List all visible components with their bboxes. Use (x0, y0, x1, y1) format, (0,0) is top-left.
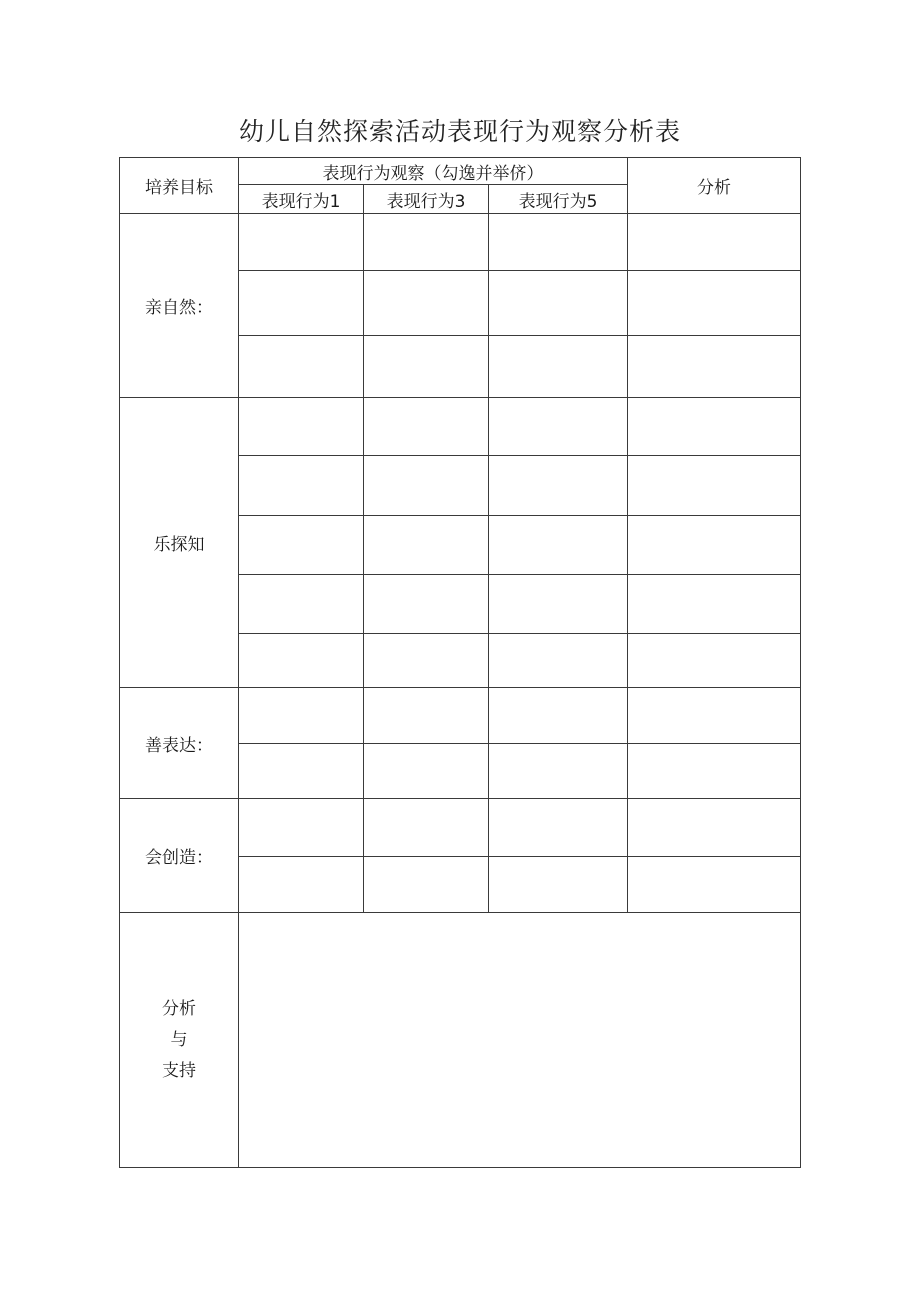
observation-cell[interactable] (364, 857, 489, 913)
analysis-cell[interactable] (628, 456, 801, 516)
table-row (120, 398, 801, 456)
observation-cell[interactable] (364, 336, 489, 398)
observation-cell[interactable] (489, 799, 628, 857)
observation-cell[interactable] (239, 799, 364, 857)
observation-cell[interactable] (239, 336, 364, 398)
observation-cell[interactable] (364, 456, 489, 516)
goal-cell-create: 会创造： (120, 799, 239, 913)
observation-cell[interactable] (239, 688, 364, 744)
analysis-cell[interactable] (628, 857, 801, 913)
support-content-cell[interactable] (239, 913, 801, 1168)
observation-cell[interactable] (364, 214, 489, 271)
support-label (120, 913, 239, 1168)
behavior-header-3: 表现行为5 (489, 185, 628, 214)
observation-header: 表现行为观察（勾逸并举侪） (239, 158, 628, 185)
observation-cell[interactable] (239, 398, 364, 456)
observation-cell[interactable] (239, 456, 364, 516)
behavior-header-2: 表现行为3 (364, 185, 489, 214)
observation-cell[interactable] (364, 398, 489, 456)
goal-cell-explore: 乐探知 (120, 398, 239, 688)
table-row (120, 799, 801, 857)
observation-cell[interactable] (364, 516, 489, 575)
table-row (120, 214, 801, 271)
support-label-line-1: 分析 (162, 998, 196, 1019)
observation-cell[interactable] (239, 271, 364, 336)
analysis-cell[interactable] (628, 634, 801, 688)
observation-cell[interactable] (364, 688, 489, 744)
analysis-cell[interactable] (628, 744, 801, 799)
observation-cell[interactable] (239, 214, 364, 271)
observation-cell[interactable] (364, 271, 489, 336)
support-label-line-3: 支持 (162, 1060, 196, 1081)
analysis-cell[interactable] (628, 271, 801, 336)
analysis-cell[interactable] (628, 575, 801, 634)
observation-cell[interactable] (489, 456, 628, 516)
header-row-group (120, 158, 801, 185)
analysis-cell[interactable] (628, 398, 801, 456)
goal-cell-nature: 亲自然： (120, 214, 239, 398)
analysis-header: 分析 (628, 158, 801, 214)
observation-cell[interactable] (489, 214, 628, 271)
observation-cell[interactable] (239, 575, 364, 634)
observation-cell[interactable] (489, 516, 628, 575)
goal-cell-express: 善表达： (120, 688, 239, 799)
observation-cell[interactable] (489, 634, 628, 688)
analysis-cell[interactable] (628, 516, 801, 575)
observation-cell[interactable] (364, 575, 489, 634)
observation-cell[interactable] (489, 857, 628, 913)
analysis-cell[interactable] (628, 688, 801, 744)
observation-cell[interactable] (239, 516, 364, 575)
observation-cell[interactable] (364, 799, 489, 857)
analysis-cell[interactable] (628, 336, 801, 398)
support-label-line-2: 与 (170, 1029, 188, 1050)
observation-cell[interactable] (489, 575, 628, 634)
observation-cell[interactable] (239, 634, 364, 688)
behavior-header-1: 表现行为1 (239, 185, 364, 214)
document-title: 幼儿自然探索活动表现行为观察分析表 (238, 117, 681, 146)
observation-cell[interactable] (364, 634, 489, 688)
observation-cell[interactable] (489, 744, 628, 799)
observation-cell[interactable] (239, 857, 364, 913)
observation-cell[interactable] (489, 688, 628, 744)
observation-cell[interactable] (489, 271, 628, 336)
observation-cell[interactable] (239, 744, 364, 799)
goal-header: 培养目标 (120, 158, 239, 214)
analysis-cell[interactable] (628, 214, 801, 271)
table-row (120, 688, 801, 744)
observation-cell[interactable] (489, 398, 628, 456)
analysis-cell[interactable] (628, 799, 801, 857)
observation-cell[interactable] (364, 744, 489, 799)
observation-cell[interactable] (489, 336, 628, 398)
observation-table (119, 157, 801, 1168)
support-row (120, 913, 801, 1168)
